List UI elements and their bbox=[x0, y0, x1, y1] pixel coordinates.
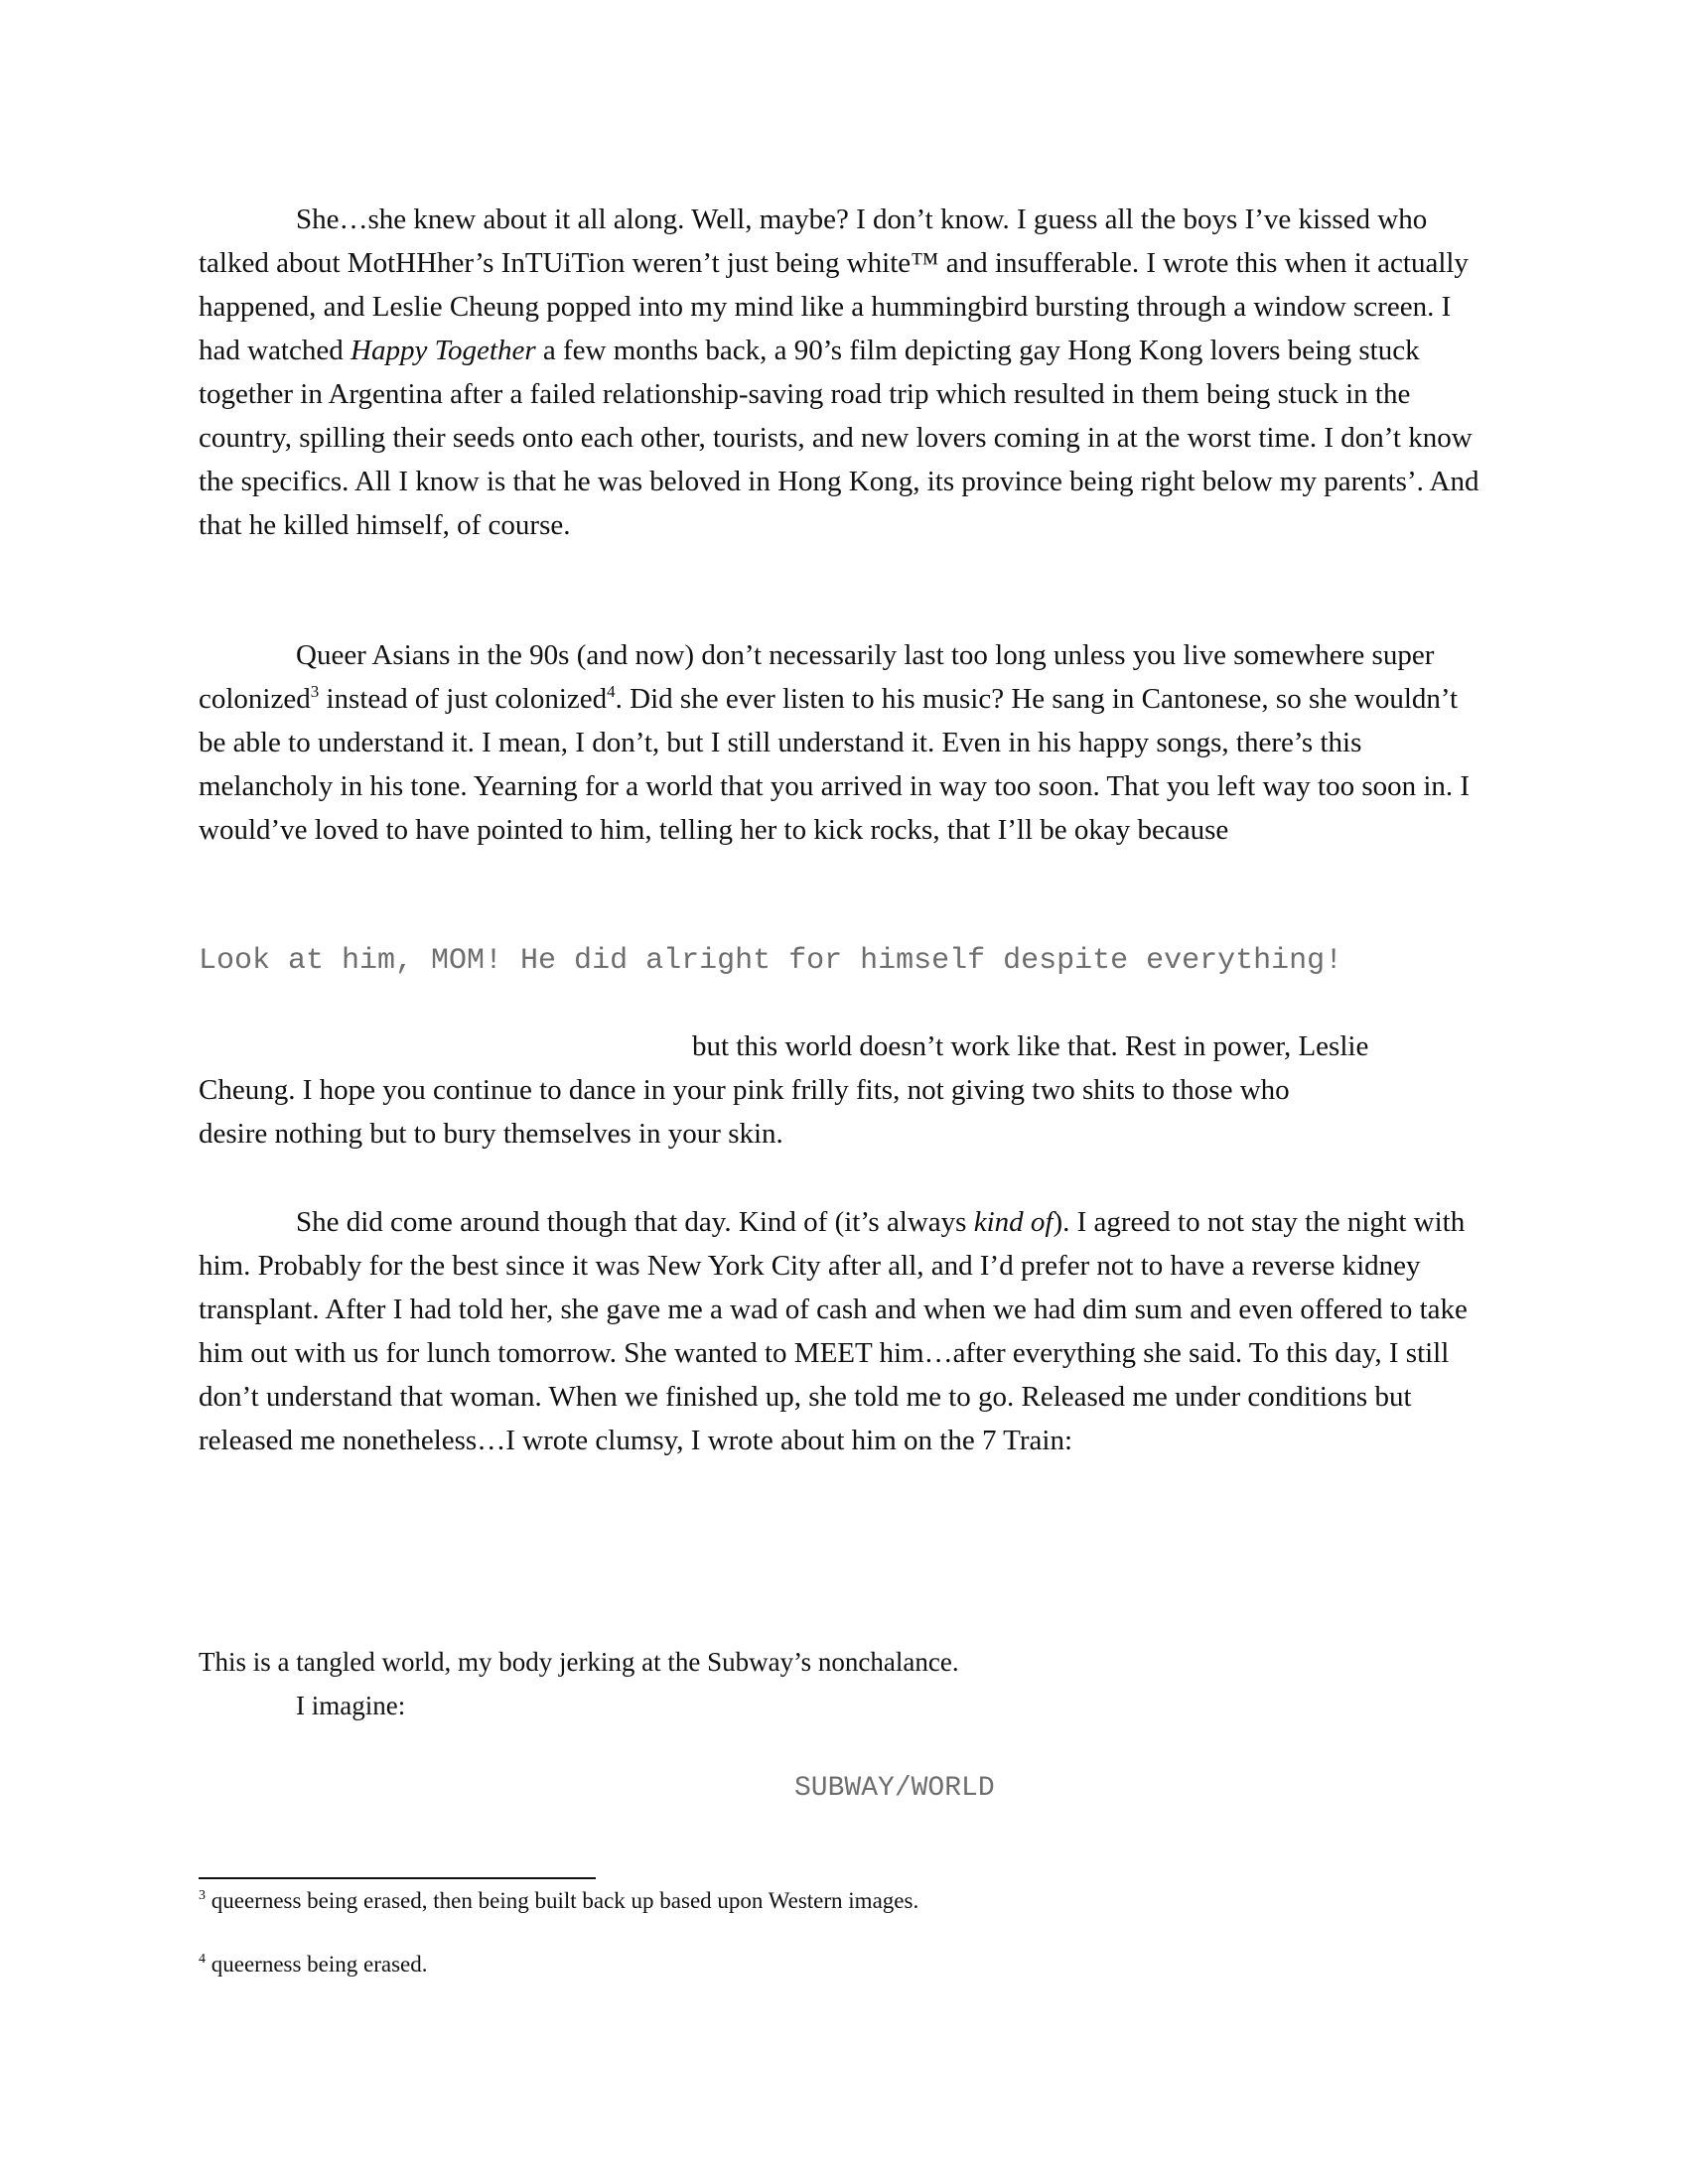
footnote-ref-4: 4 bbox=[607, 682, 616, 701]
paragraph-3-line-1: but this world doesn’t work like that. Rest in power, Leslie bbox=[692, 1030, 1369, 1062]
paragraph-2 bbox=[199, 633, 1489, 852]
footnote-ref-3: 3 bbox=[310, 682, 320, 701]
poem-title: SUBWAY/WORLD bbox=[794, 1773, 995, 1804]
film-title: Happy Together bbox=[351, 335, 536, 366]
paragraph-3-line-3: desire nothing but to bury themselves in your skin. bbox=[199, 1118, 783, 1150]
paragraph-1-text-a: She…she knew about it all along. Well, maybe? I don’t know. I guess all the boys I’ve kissed who talked about MotHHher’s InTUiTion weren’t just being white™ and insufferable. I wrote this when it actually happened, and Leslie Cheung popped into my mind like a hummingbird bursting through a window screen. I had watched bbox=[199, 204, 1469, 366]
paragraph-3-line-2: Cheung. I hope you continue to dance in your pink frilly fits, not giving two shits to those who bbox=[199, 1074, 1290, 1106]
footnote-4 bbox=[199, 1952, 428, 1978]
paragraph-2-text-a: Queer Asians in the 90s (and now) don’t necessarily last too long unless you live somewhere super colonized bbox=[199, 639, 1435, 715]
typed-line: Look at him, MOM! He did alright for himself despite everything! bbox=[199, 944, 1343, 978]
footnote-3 bbox=[199, 1888, 918, 1914]
poem-line-1: This is a tangled world, my body jerking at the Subway’s nonchalance. bbox=[199, 1647, 959, 1677]
footnote-4-text: queerness being erased. bbox=[206, 1952, 428, 1977]
footnote-3-text: queerness being erased, then being built back up based upon Western images. bbox=[206, 1888, 919, 1913]
paragraph-1-text-b: a few months back, a 90’s film depicting gay Hong Kong lovers being stuck together in Argentina after a failed relationship-saving road trip which resulted in them being stuck in the country, spilling their seeds onto each other, tourists, and new lovers coming in at the worst time. I don’t know the specifics. All I know is that he was beloved in Hong Kong, its province being right below my parents’. And that he killed himself, of course. bbox=[199, 335, 1479, 541]
poem-line-2: I imagine: bbox=[296, 1691, 406, 1720]
footnote-4-marker: 4 bbox=[199, 1952, 206, 1967]
paragraph-4-text-a: She did come around though that day. Kind of (it’s always bbox=[296, 1206, 974, 1238]
footnote-divider bbox=[199, 1877, 596, 1879]
paragraph-4 bbox=[199, 1200, 1489, 1462]
paragraph-4-text-b: ). I agreed to not stay the night with him. Probably for the best since it was New York City after all, and I’d prefer not to have a reverse kidney transplant. After I had told her, she gave me a wad of cash and when we had dim sum and even offered to take him out with us for lunch tomorrow. She wanted to MEET him…after everything she said. To this day, I still don’t understand that woman. When we finished up, she told me to go. Released me under conditions but released me nonetheless…I wrote clumsy, I wrote about him on the 7 Train: bbox=[199, 1206, 1468, 1456]
footnote-3-marker: 3 bbox=[199, 1888, 206, 1903]
paragraph-4-italic: kind of bbox=[973, 1206, 1054, 1238]
paragraph-2-text-c: . Did she ever listen to his music? He sang in Cantonese, so she wouldn’t be able to understand it. I mean, I don’t, but I still understand it. Even in his happy songs, there’s this melancholy in his tone. Yearning for a world that you arrived in way too soon. That you left way too soon in. I would’ve loved to have pointed to him, telling her to kick rocks, that I’ll be okay because bbox=[199, 683, 1471, 846]
paragraph-2-text-b: instead of just colonized bbox=[319, 683, 608, 715]
paragraph-1 bbox=[199, 198, 1489, 547]
